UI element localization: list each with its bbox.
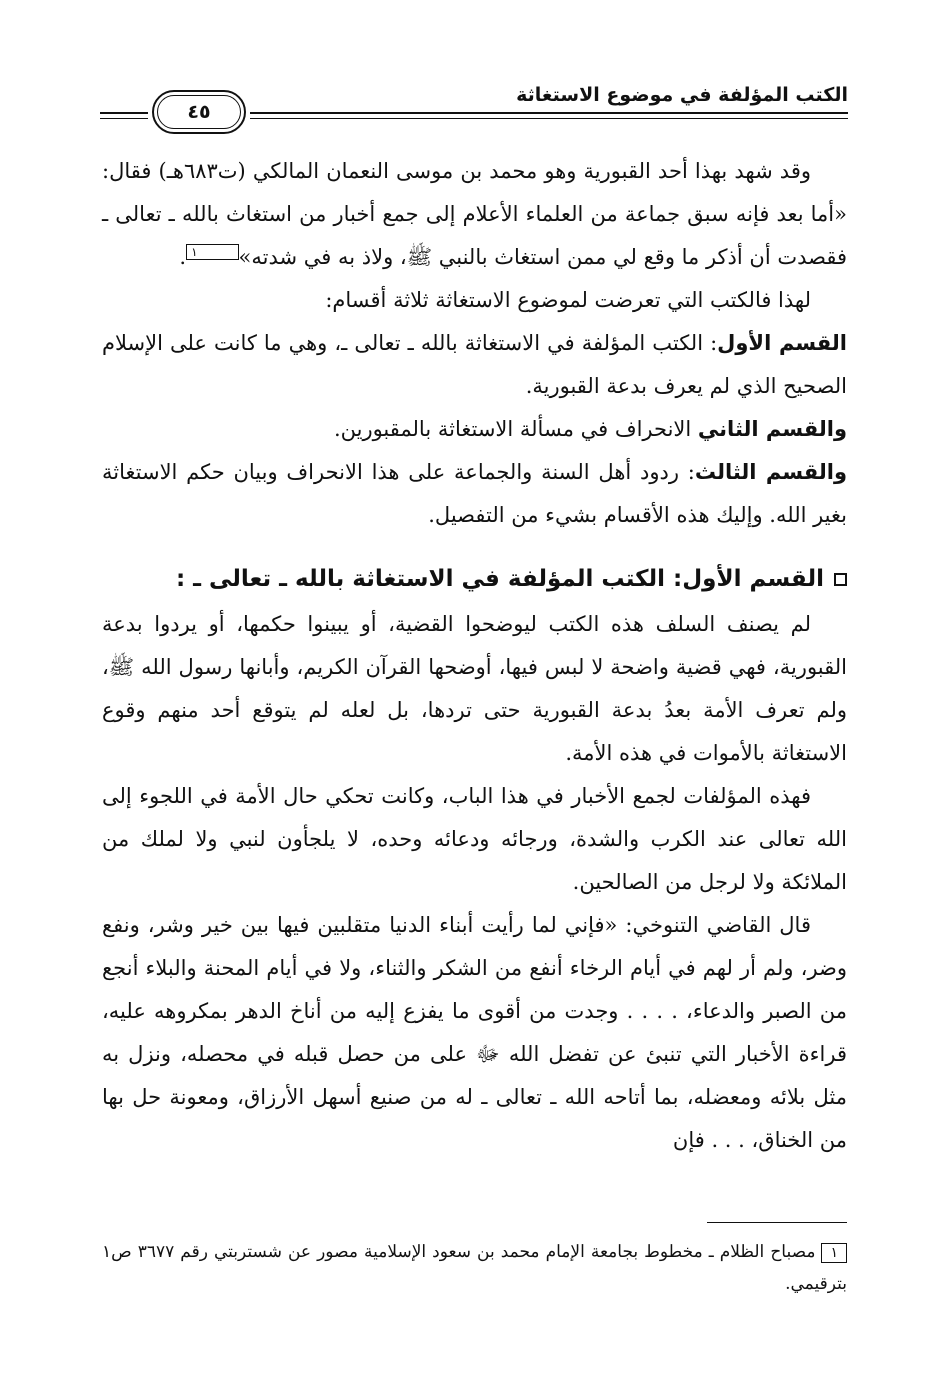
- footnote-separator: [707, 1222, 847, 1223]
- page-body: [102, 150, 847, 1162]
- header-rule: [250, 112, 848, 119]
- footnote-text: مصباح الظلام ـ مخطوط بجامعة الإمام محمد بن سعود الإسلامية مصور عن شستربتي رقم ٣٦٧٧ ص١ بترقيمي.: [102, 1242, 847, 1294]
- footnote-1: [102, 1236, 847, 1300]
- paragraph-1-text: وقد شهد بهذا أحد القبورية وهو محمد بن موسى النعمان المالكي (ت٦٨٣هـ) فقال: «أما بعد فإنه سبق جماعة من العلماء الأعلام إلى جمع أخبار من استغاث بالله ـ تعالى ـ فقصدت أن أذكر ما وقع لي ممن استغاث بالنبي ﷺ، ولاذ به في شدته»: [102, 159, 847, 269]
- footnote-mark: ١: [821, 1243, 847, 1263]
- section-3-text: : ردود أهل السنة والجماعة على هذا الانحراف وبيان حكم الاستغاثة بغير الله. وإليك هذه الأقسام بشيء من التفصيل.: [102, 460, 847, 527]
- square-bullet-icon: [834, 573, 847, 586]
- running-title: الكتب المؤلفة في موضوع الاستغاثة: [516, 84, 848, 106]
- section-3-label: والقسم الثالث: [694, 460, 847, 484]
- section-1-label: القسم الأول: [717, 331, 847, 355]
- paragraph-1: [102, 150, 847, 279]
- paragraph-1-end: .: [179, 245, 187, 269]
- section-heading-text: القسم الأول: الكتب المؤلفة في الاستغاثة بالله ـ تعالى ـ :: [175, 566, 824, 592]
- footnote-ref: ١: [186, 244, 238, 260]
- paragraph-6: لم يصنف السلف هذه الكتب ليوضحوا القضية، أو يبينوا حكمها، أو يردوا بدعة القبورية، فهي قضية واضحة لا لبس فيها، أوضحها القرآن الكريم، وأبانها رسول الله ﷺ، ولم تعرف الأمة بعدُ بدعة القبورية حتى تردها، بل لعله لم يتوقع أحد منهم وقوع الاستغاثة بالأموات في هذه الأمة.: [102, 612, 847, 765]
- section-2-text: الانحراف في مسألة الاستغاثة بالمقبورين.: [333, 417, 698, 441]
- paragraph-section-3: [102, 451, 847, 537]
- page-number-badge: [152, 90, 246, 134]
- page-number: ٤٥: [187, 101, 211, 123]
- paragraph-7: فهذه المؤلفات لجمع الأخبار في هذا الباب، وكانت تحكي حال الأمة في اللجوء إلى الله تعالى عند الكرب والشدة، ورجائه ودعائه وحده، لا يلجأون لنبي ولا لملك من الملائكة ولا لرجل من الصالحين.: [102, 784, 847, 894]
- section-2-label: والقسم الثاني: [697, 417, 847, 441]
- paragraph-2: لهذا فالكتب التي تعرضت لموضوع الاستغاثة ثلاثة أقسام:: [325, 288, 811, 312]
- page-header: [100, 82, 848, 130]
- paragraph-section-2: [102, 408, 847, 451]
- section-1-text: : الكتب المؤلفة في الاستغاثة بالله ـ تعالى ـ، وهي ما كانت على الإسلام الصحيح الذي لم يعرف بدعة القبورية.: [102, 331, 847, 398]
- footnotes: [102, 1236, 847, 1300]
- header-rule-left: [100, 112, 148, 119]
- section-heading: [102, 557, 847, 601]
- paragraph-section-1: [102, 322, 847, 408]
- paragraph-8: قال القاضي التنوخي: «فإني لما رأيت أبناء الدنيا متقلبين فيها بين خير وشر، ونفع وضر، ولم أر لهم في أيام الرخاء أنفع من الشكر والثناء، ولا في أيام المحنة والبلاء أنجع من الصبر والدعاء، . . . . وجدت من أقوى ما يفزع إليه من أناخ الدهر بمكروهه عليه، قراءة الأخبار التي تنبئ عن تفضل الله ﷻ على من حصل قبله في محصله، ونزل به مثل بلائه ومعضله، بما أتاحه الله ـ تعالى ـ له من صنيع أسهل الأرزاق، ومعونة حل بها من الخناق، . . . فإن: [102, 913, 847, 1152]
